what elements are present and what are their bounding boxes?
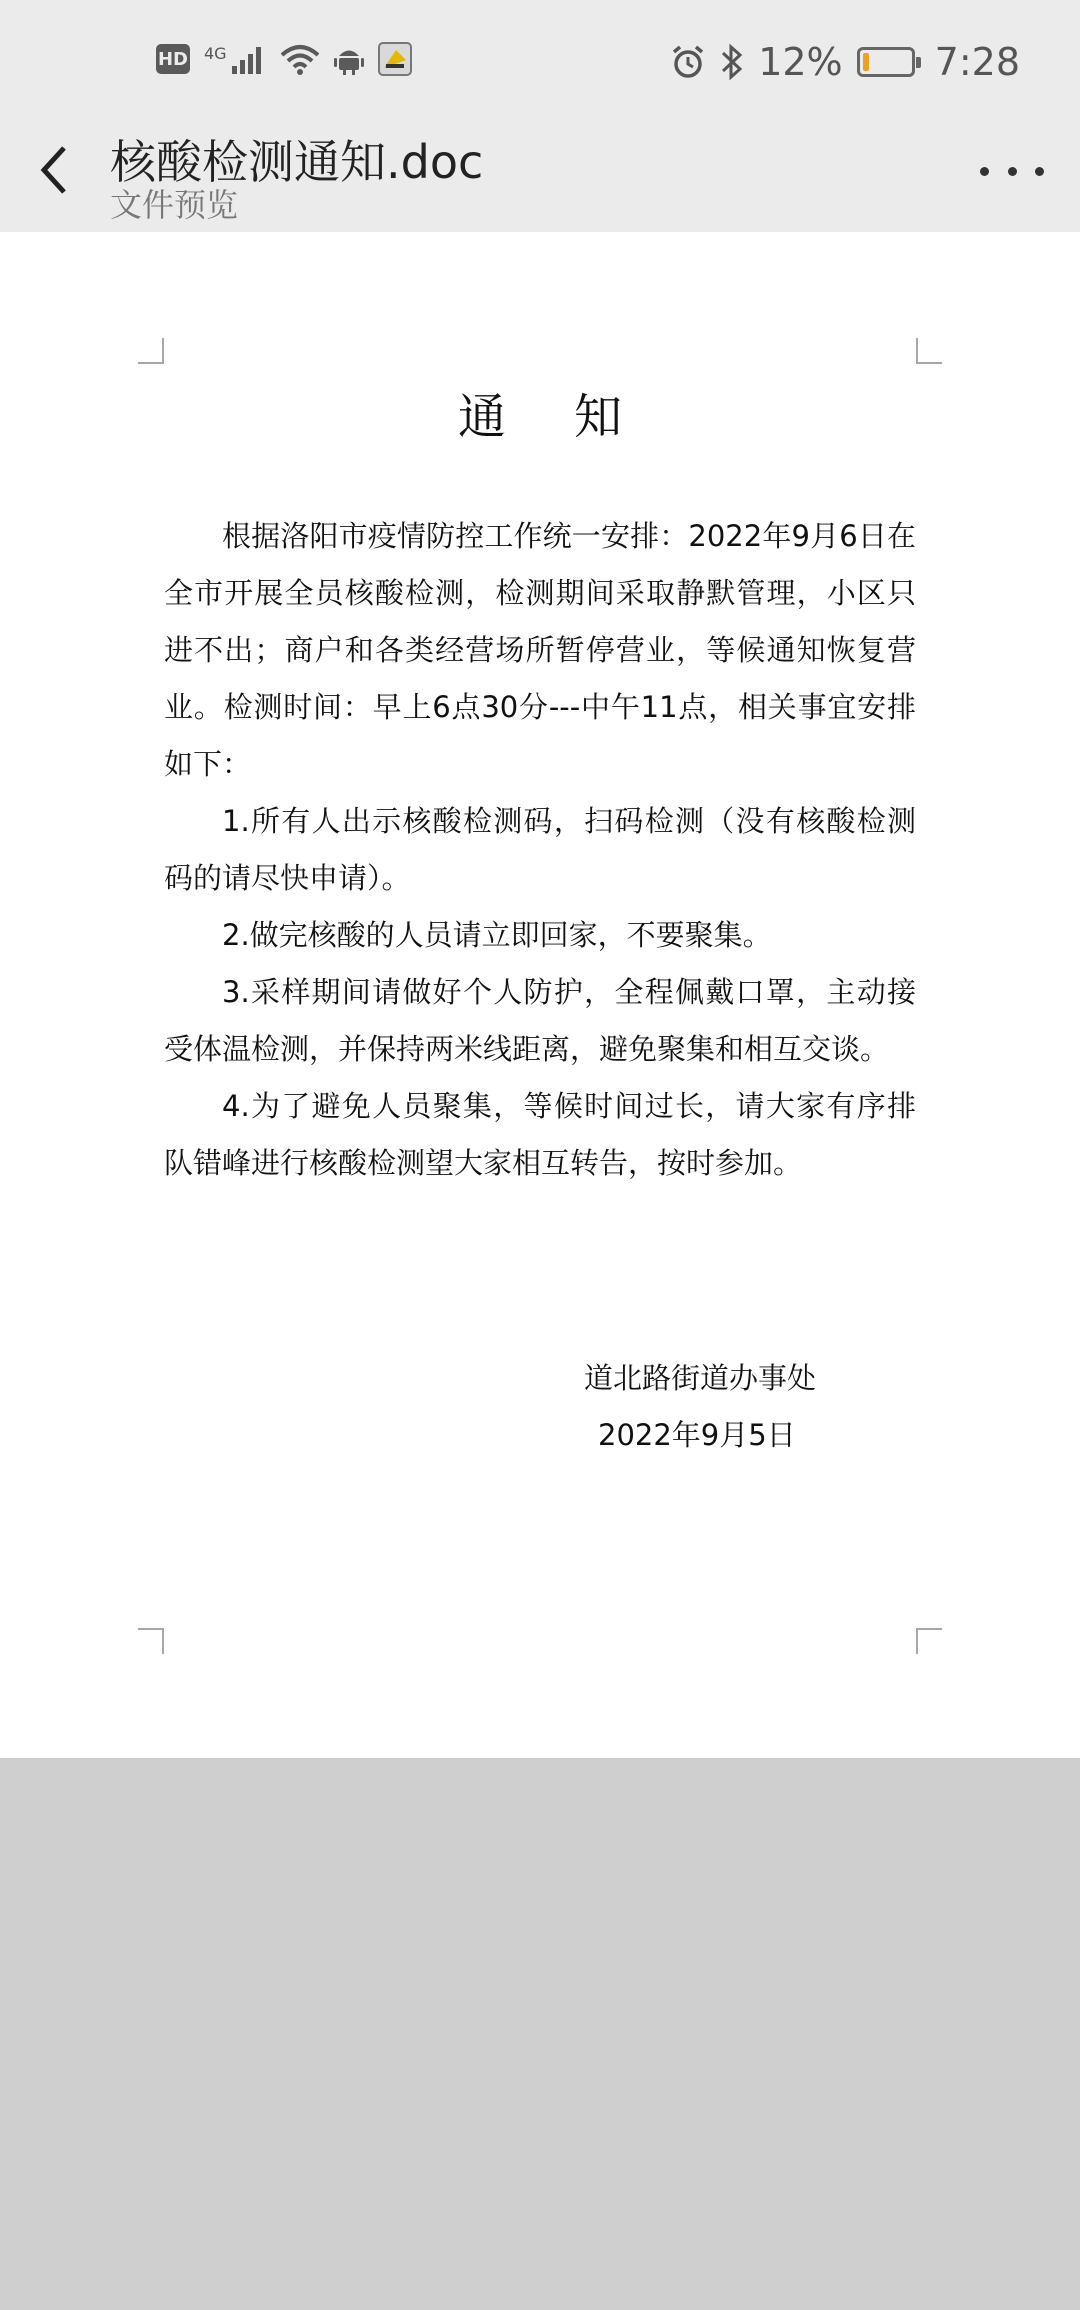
issue-date: 2022年9月5日 [598, 1418, 796, 1452]
bluetooth-icon [720, 43, 744, 81]
more-options-button[interactable] [980, 156, 1044, 186]
notice-body [164, 508, 916, 1192]
paragraph: 4.为了避免人员聚集，等候时间过长，请大家有序排队错峰进行核酸检测望大家相互转告，按时参加。 [164, 1089, 916, 1180]
back-button[interactable] [30, 140, 80, 200]
alarm-icon [670, 44, 706, 80]
empty-preview-area [0, 1758, 1080, 2310]
battery-level [863, 53, 869, 71]
preview-label: 文件预览 [110, 186, 239, 224]
more-dot-icon [980, 167, 989, 176]
battery-percent: 12% [758, 40, 843, 84]
hd-icon: HD [156, 44, 190, 74]
android-icon [334, 43, 364, 75]
more-dot-icon [1008, 167, 1017, 176]
paragraph: 2.做完核酸的人员请立即回家，不要聚集。 [222, 918, 772, 952]
status-right-icons [670, 40, 1020, 84]
signature-block [584, 1350, 816, 1464]
document-filename: 核酸检测通知.doc [110, 135, 484, 189]
more-dot-icon [1035, 167, 1044, 176]
status-bar [0, 0, 1080, 126]
wifi-icon [280, 43, 320, 75]
paragraph: 根据洛阳市疫情防控工作统一安排：2022年9月6日在全市开展全员核酸检测，检测期间采取静默管理，小区只进不出；商户和各类经营场所暂停营业，等候通知恢复营业。检测时间：早上6点30分---中午11点，相关事宜安排如下： [164, 519, 916, 781]
battery-icon [857, 47, 915, 77]
network-type: 4G [204, 44, 227, 63]
signal-icon [204, 44, 266, 74]
chevron-left-icon [30, 140, 80, 200]
page-corner-mark [916, 338, 942, 364]
page-corner-mark [916, 1628, 942, 1654]
clock: 7:28 [934, 40, 1020, 84]
issuer: 道北路街道办事处 [584, 1361, 817, 1395]
notice-title: 通知 [457, 389, 690, 445]
status-left-icons [156, 42, 412, 76]
page-corner-mark [138, 338, 164, 364]
page-corner-mark [138, 1628, 164, 1654]
app-notification-icon [378, 42, 412, 76]
title-bar [0, 126, 1080, 232]
document-page [0, 232, 1080, 1758]
paragraph: 1.所有人出示核酸检测码，扫码检测（没有核酸检测码的请尽快申请）。 [164, 804, 916, 895]
paragraph: 3.采样期间请做好个人防护，全程佩戴口罩，主动接受体温检测，并保持两米线距离，避免聚集和相互交谈。 [164, 975, 916, 1066]
